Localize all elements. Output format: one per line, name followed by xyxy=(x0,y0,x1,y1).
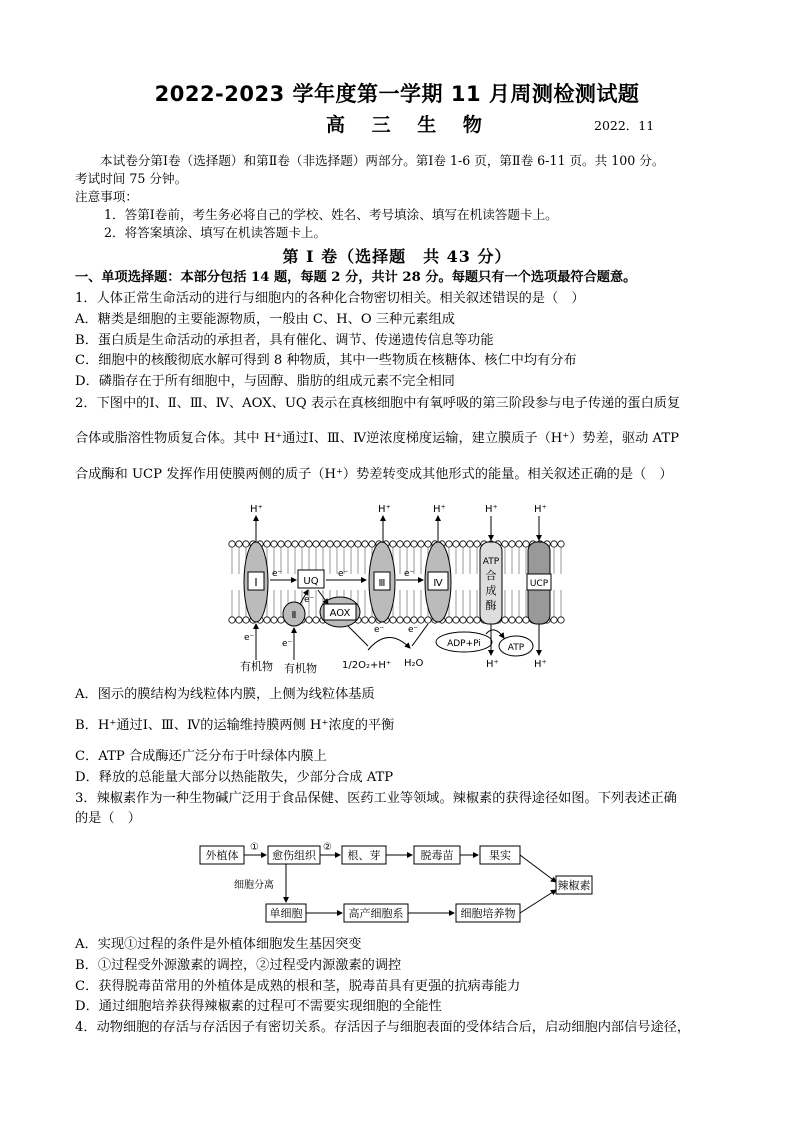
flow-explant: 外植体 xyxy=(205,849,239,862)
electron-label: e⁻ xyxy=(408,625,419,635)
atp-synthase-label: 合 xyxy=(485,569,497,582)
question-stem: 2．下图中的Ⅰ、Ⅱ、Ⅲ、Ⅳ、AOX、UQ 表示在真核细胞中有氧呼吸的第三阶段参与电子传递的蛋白质复 xyxy=(75,396,681,411)
electron-label: e⁻ xyxy=(244,633,255,643)
notice-item: 1．答第Ⅰ卷前，考生务必将自己的学校、姓名、考号填涂、填写在机读答题卡上。 xyxy=(104,207,558,222)
complex-i-label: Ⅰ xyxy=(254,576,258,589)
exam-date: 2022．11 xyxy=(594,118,655,133)
electron-label: e⁻ xyxy=(374,625,385,635)
option-c: C．获得脱毒苗常用的外植体是成熟的根和茎，脱毒苗具有更强的抗病毒能力 xyxy=(75,979,521,994)
option-c: C．ATP 合成酶还广泛分布于叶绿体内膜上 xyxy=(75,749,327,764)
electron-label: e⁻ xyxy=(404,569,415,579)
option-a: A．实现①过程的条件是外植体细胞发生基因突变 xyxy=(75,937,362,952)
aox-label: AOX xyxy=(329,608,351,619)
flow-virusfree: 脱毒苗 xyxy=(420,849,454,862)
flow-separation-label: 细胞分离 xyxy=(234,880,274,891)
option-a: A．图示的膜结构为线粒体内膜，上侧为线粒体基质 xyxy=(75,687,375,702)
uq-label: UQ xyxy=(303,576,319,587)
flow-rootbud: 根、芽 xyxy=(347,849,381,862)
proton-label: H⁺ xyxy=(485,504,498,515)
complex-ii-label: Ⅱ xyxy=(291,610,297,621)
question-stem: 4．动物细胞的存活与存活因子有密切关系。存活因子与细胞表面的受体结合后，启动细胞内部信号途径， xyxy=(75,1020,691,1035)
flowchart xyxy=(196,840,626,930)
option-a: A．糖类是细胞的主要能源物质，一般由 C、H、O 三种元素组成 xyxy=(75,312,455,327)
option-d: D．通过细胞培养获得辣椒素的过程可不需要实现细胞的全能性 xyxy=(75,999,442,1014)
proton-label: H⁺ xyxy=(534,659,547,670)
oxygen-label: 1/2O₂+H⁺ xyxy=(342,660,392,671)
adp-label: ADP+Pi xyxy=(447,639,481,649)
option-b: B．蛋白质是生命活动的承担者，具有催化、调节、传递遗传信息等功能 xyxy=(75,333,494,348)
organic-label: 有机物 xyxy=(284,662,317,675)
question-stem: 3．辣椒素作为一种生物碱广泛用于食品保健、医药工业等领域。辣椒素的获得途径如图。下列表述正确 xyxy=(75,791,677,806)
flow-callus: 愈伤组织 xyxy=(272,849,316,862)
ucp-label: UCP xyxy=(529,579,549,589)
atp-synthase-label: 酶 xyxy=(485,599,497,612)
lipid-bilayer xyxy=(229,541,564,623)
proton-label: H⁺ xyxy=(534,504,547,515)
option-c: C．细胞中的核酸彻底水解可得到 8 种物质，其中一些物质在核糖体、核仁中均有分布 xyxy=(75,353,577,368)
atp-synthase-label: ATP xyxy=(482,557,500,567)
intro-line: 本试卷分第Ⅰ卷（选择题）和第Ⅱ卷（非选择题）两部分。第Ⅰ卷 1-6 页，第Ⅱ卷 6-11 页。共 100 分。 xyxy=(100,153,665,168)
notice-item: 2．将答案填涂、填写在机读答题卡上。 xyxy=(104,225,327,240)
flow-singlecell: 单细胞 xyxy=(269,907,303,920)
option-d: D．磷脂存在于所有细胞中，与固醇、脂肪的组成元素不完全相同 xyxy=(75,374,455,389)
membrane-diagram xyxy=(228,500,568,675)
atp-label: ATP xyxy=(507,643,525,653)
proton-label: H⁺ xyxy=(433,504,446,515)
proton-label: H⁺ xyxy=(378,504,391,515)
option-d: D．释放的总能量大部分以热能散失，少部分合成 ATP xyxy=(75,770,394,785)
complex-iv-label: Ⅳ xyxy=(433,578,443,589)
notice-title: 注意事项： xyxy=(75,189,138,204)
flow-highline: 高产细胞系 xyxy=(348,907,404,920)
complex-iii-label: Ⅲ xyxy=(378,578,386,589)
water-label: H₂O xyxy=(404,658,424,669)
question-stem: 1．人体正常生命活动的进行与细胞内的各种化合物密切相关。相关叙述错误的是（ ） xyxy=(75,291,585,306)
flow-culture: 细胞培养物 xyxy=(460,907,516,920)
proton-label: H⁺ xyxy=(486,659,499,670)
exam-subtitle: 高 三 生 物 xyxy=(326,114,492,136)
option-b: B．①过程受外源激素的调控，②过程受内源激素的调控 xyxy=(75,958,402,973)
organic-label: 有机物 xyxy=(240,660,273,673)
electron-label: e⁻ xyxy=(304,595,315,605)
question-stem: 合成酶和 UCP 发挥作用使膜两侧的质子（H⁺）势差转变成其他形式的能量。相关叙述正确的是（ ） xyxy=(75,467,673,482)
section-heading: 第 Ⅰ 卷（选择题 共 43 分） xyxy=(282,247,512,266)
electron-label: e⁻ xyxy=(338,569,349,579)
electron-label: e⁻ xyxy=(282,639,293,649)
flow-step-1: ① xyxy=(250,842,259,853)
atp-synthase-label: 成 xyxy=(485,584,497,597)
flow-capsaicin: 辣椒素 xyxy=(557,879,591,892)
flow-fruit: 果实 xyxy=(489,849,511,862)
exam-title: 2022-2023 学年度第一学期 11 月周测检测试题 xyxy=(154,82,640,106)
question-stem: 的是（ ） xyxy=(75,811,141,826)
proton-label: H⁺ xyxy=(250,504,263,515)
question-stem: 合体或脂溶性物质复合体。其中 H⁺通过Ⅰ、Ⅲ、Ⅳ逆浓度梯度运输，建立膜质子（H⁺）势差，驱动 ATP xyxy=(75,431,680,446)
electron-label: e⁻ xyxy=(272,569,283,579)
intro-line: 考试时间 75 分钟。 xyxy=(75,171,188,186)
option-b: B．H⁺通过Ⅰ、Ⅲ、Ⅳ的运输维持膜两侧 H⁺浓度的平衡 xyxy=(75,718,395,733)
flow-step-2: ② xyxy=(323,842,332,853)
section-instruction: 一、单项选择题：本部分包括 14 题，每题 2 分，共计 28 分。每题只有一个选项最符合题意。 xyxy=(75,270,637,285)
